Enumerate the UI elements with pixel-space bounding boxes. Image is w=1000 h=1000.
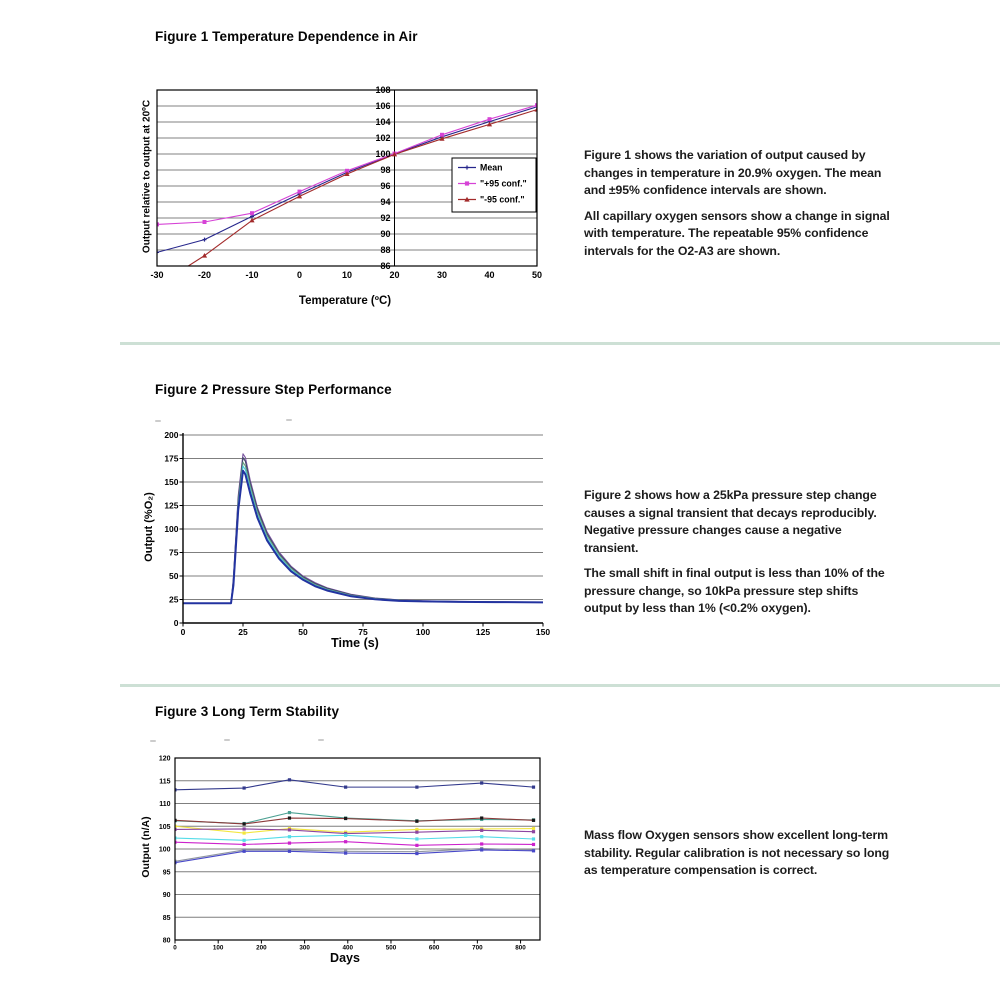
section-divider-2 <box>120 684 1000 687</box>
svg-text:400: 400 <box>342 944 354 952</box>
figure3-y-axis-label: Output (n/A) <box>140 816 152 878</box>
figure1-title: Figure 1 Temperature Dependence in Air <box>155 29 418 44</box>
svg-text:80: 80 <box>162 937 171 945</box>
svg-text:300: 300 <box>299 944 310 952</box>
svg-text:0: 0 <box>173 618 179 629</box>
svg-text:0: 0 <box>173 944 177 952</box>
svg-text:"-95 conf.": "-95 conf." <box>480 194 525 205</box>
figure3-x-axis-label: Days <box>330 951 360 965</box>
svg-text:96: 96 <box>380 181 391 192</box>
figure2-x-axis-label: Time (s) <box>331 636 379 650</box>
svg-text:0: 0 <box>180 627 186 637</box>
figure1-chart <box>140 82 550 287</box>
svg-text:75: 75 <box>358 627 368 637</box>
figure3-chart <box>135 748 555 954</box>
svg-text:100: 100 <box>164 524 179 535</box>
svg-text:20: 20 <box>389 270 400 280</box>
svg-text:600: 600 <box>428 944 440 952</box>
svg-text:200: 200 <box>164 430 179 441</box>
svg-text:115: 115 <box>159 778 171 786</box>
figure3-caption <box>584 827 890 888</box>
svg-text:40: 40 <box>484 270 495 280</box>
svg-text:150: 150 <box>535 627 551 637</box>
svg-text:95: 95 <box>162 869 171 877</box>
svg-text:"+95 conf.": "+95 conf." <box>480 178 527 189</box>
svg-text:700: 700 <box>472 944 483 952</box>
svg-text:25: 25 <box>238 627 248 637</box>
svg-text:94: 94 <box>380 197 391 208</box>
svg-text:-10: -10 <box>245 270 259 280</box>
svg-text:100: 100 <box>158 846 171 854</box>
svg-text:104: 104 <box>375 117 391 128</box>
svg-text:Mean: Mean <box>480 162 503 173</box>
scan-artifact-mark <box>224 739 230 741</box>
svg-text:100: 100 <box>415 627 431 637</box>
svg-text:90: 90 <box>162 892 171 900</box>
figure2-y-axis-label: Output (%O₂) <box>143 492 155 562</box>
scan-artifact-mark <box>150 740 156 742</box>
figure1-caption <box>584 147 890 268</box>
svg-text:90: 90 <box>380 229 391 240</box>
svg-text:10: 10 <box>341 270 353 280</box>
figure2-title: Figure 2 Pressure Step Performance <box>155 382 392 397</box>
svg-text:100: 100 <box>212 944 224 952</box>
svg-text:102: 102 <box>375 133 391 144</box>
svg-text:106: 106 <box>375 101 391 112</box>
svg-text:200: 200 <box>256 944 267 952</box>
svg-text:50: 50 <box>169 571 179 582</box>
figure2-caption-paragraph-2: The small shift in final output is less than 10% of the pressure change, so 10kPa pressure step shifts output by less than 1% (<0.2% oxygen). <box>584 566 885 615</box>
section-divider-1 <box>120 342 1000 345</box>
figure3-caption-paragraph-1: Mass flow Oxygen sensors show excellent long-term stability. Regular calibration is not necessary so long as temperature compensation is correct. <box>584 828 890 877</box>
figure3-title: Figure 3 Long Term Stability <box>155 704 340 719</box>
svg-text:108: 108 <box>375 85 391 96</box>
svg-text:25: 25 <box>169 594 179 605</box>
figure2-caption <box>584 487 890 626</box>
svg-text:125: 125 <box>164 500 179 511</box>
svg-text:105: 105 <box>158 823 171 831</box>
svg-text:175: 175 <box>164 453 179 464</box>
svg-text:50: 50 <box>531 270 543 280</box>
svg-text:100: 100 <box>375 149 391 160</box>
scan-artifact-mark <box>286 419 292 421</box>
svg-text:120: 120 <box>158 755 171 763</box>
figure1-y-axis-label: Output relative to output at 20ºC <box>141 99 153 254</box>
svg-text:86: 86 <box>380 261 391 272</box>
figure1-caption-paragraph-1: Figure 1 shows the variation of output caused by changes in temperature in 20.9% oxygen. The mean and ±95% confidence intervals are shown. <box>584 148 882 197</box>
svg-text:88: 88 <box>380 245 391 256</box>
figure2-caption-paragraph-1: Figure 2 shows how a 25kPa pressure step change causes a signal transient that decays reproducibly. Negative pressure changes cause a negative transient. <box>584 488 877 555</box>
figure2-chart <box>150 425 560 643</box>
svg-text:75: 75 <box>169 547 179 558</box>
scan-artifact-mark <box>155 420 161 422</box>
svg-text:92: 92 <box>380 213 391 224</box>
svg-text:50: 50 <box>298 627 308 637</box>
figure1-caption-paragraph-2: All capillary oxygen sensors show a change in signal with temperature. The repeatable 95% confidence intervals for the O2-A3 are shown. <box>584 208 890 258</box>
svg-text:-30: -30 <box>150 270 164 280</box>
svg-text:-20: -20 <box>197 270 212 280</box>
svg-text:30: 30 <box>436 270 448 280</box>
svg-text:150: 150 <box>164 477 179 488</box>
scan-artifact-mark <box>318 739 324 741</box>
svg-text:500: 500 <box>385 944 397 952</box>
svg-text:800: 800 <box>515 944 526 952</box>
svg-text:98: 98 <box>380 165 391 176</box>
svg-text:0: 0 <box>296 270 303 280</box>
svg-text:85: 85 <box>162 914 171 922</box>
svg-text:110: 110 <box>159 801 171 809</box>
figure1-x-axis-label: Temperature (ºC) <box>298 295 392 307</box>
svg-text:125: 125 <box>475 627 491 637</box>
